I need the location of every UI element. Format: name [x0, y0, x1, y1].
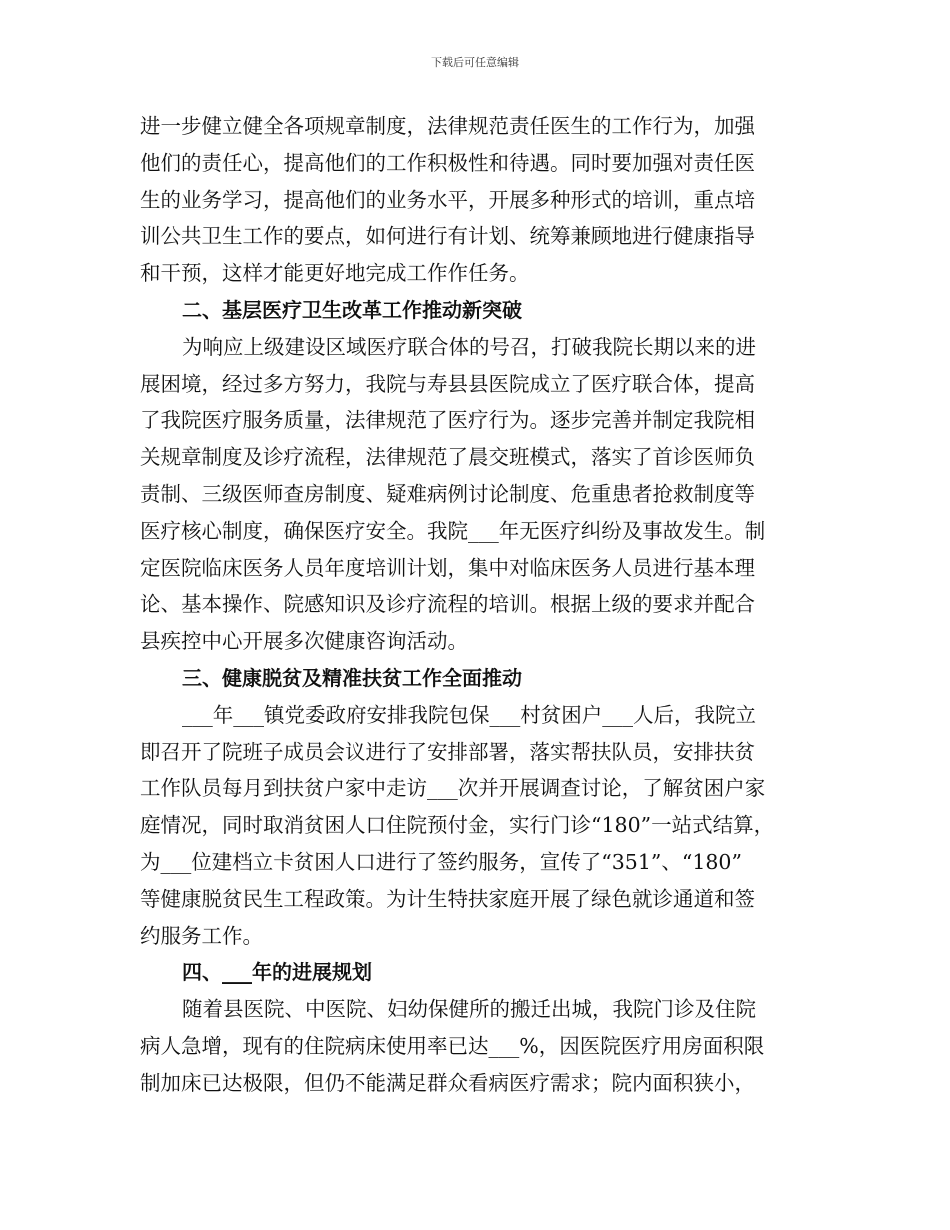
text-line: 训公共卫生工作的要点，如何进行有计划、统筹兼顾地进行健康指导 — [140, 224, 755, 249]
text-line: 定医院临床医务人员年度培训计划，集中对临床医务人员进行基本理 — [140, 555, 755, 580]
paragraph-3 — [140, 697, 830, 955]
text-line: 县疾控中心开展多次健康咨询活动。 — [140, 629, 468, 654]
paragraph-4 — [140, 991, 830, 1101]
text-line: 即召开了院班子成员会议进行了安排部署，落实帮扶队员，安排扶贫 — [140, 739, 755, 764]
text-line: 随着县医院、中医院、妇幼保健所的搬迁出城，我院门诊及住院 — [182, 997, 756, 1022]
text-line: ___年___镇党委政府安排我院包保___村贫困户___人后，我院立 — [182, 702, 756, 727]
text-line: 为响应上级建设区域医疗联合体的号召，打破我院长期以来的进 — [182, 334, 756, 359]
text-line: 生的业务学习，提高他们的业务水平，开展多种形式的培训，重点培 — [140, 187, 755, 212]
text-line: 展困境，经过多方努力，我院与寿县县医院成立了医疗联合体，提高 — [140, 371, 755, 396]
section-heading-4: 四、___年的进展规划 — [182, 960, 372, 985]
paragraph-2 — [140, 329, 830, 660]
document-body — [140, 108, 830, 1102]
text-line: 病人急增，现有的住院病床使用率已达___%，因医院医疗用房面积限 — [140, 1033, 765, 1058]
text-line: 庭情况，同时取消贫困人口住院预付金，实行门诊“180”一站式结算， — [140, 813, 775, 838]
text-line: 医疗核心制度，确保医疗安全。我院___年无医疗纠纷及事故发生。制 — [140, 518, 766, 543]
page-header-note: 下载后可任意编辑 — [431, 56, 519, 69]
text-line: 和干预，这样才能更好地完成工作作任务。 — [140, 261, 530, 286]
text-line: 了我院医疗服务质量，法律规范了医疗行为。逐步完善并制定我院相 — [140, 408, 755, 433]
text-line: 论、基本操作、院感知识及诊疗流程的培训。根据上级的要求并配合 — [140, 592, 755, 617]
section-heading-3: 三、健康脱贫及精准扶贫工作全面推动 — [182, 665, 522, 690]
text-line: 等健康脱贫民生工程政策。为计生特扶家庭开展了绿色就诊通道和签 — [140, 886, 755, 911]
section-heading-2: 二、基层医疗卫生改革工作推动新突破 — [182, 297, 522, 322]
paragraph-1 — [140, 108, 830, 292]
text-line: 关规章制度及诊疗流程，法律规范了晨交班模式，落实了首诊医师负 — [140, 445, 755, 470]
text-line: 进一步健立健全各项规章制度，法律规范责任医生的工作行为，加强 — [140, 114, 755, 138]
text-line: 工作队员每月到扶贫户家中走访___次并开展调查讨论，了解贫困户家 — [140, 776, 766, 801]
text-line: 责制、三级医师查房制度、疑难病例讨论制度、危重患者抢救制度等 — [140, 481, 755, 506]
text-line: 为___位建档立卡贫困人口进行了签约服务，宣传了“351”、“180” — [140, 849, 742, 874]
text-line: 约服务工作。 — [140, 923, 263, 948]
text-line: 他们的责任心，提高他们的工作积极性和待遇。同时要加强对责任医 — [140, 150, 755, 175]
text-line: 制加床已达极限，但仍不能满足群众看病医疗需求；院内面积狭小， — [140, 1070, 755, 1095]
